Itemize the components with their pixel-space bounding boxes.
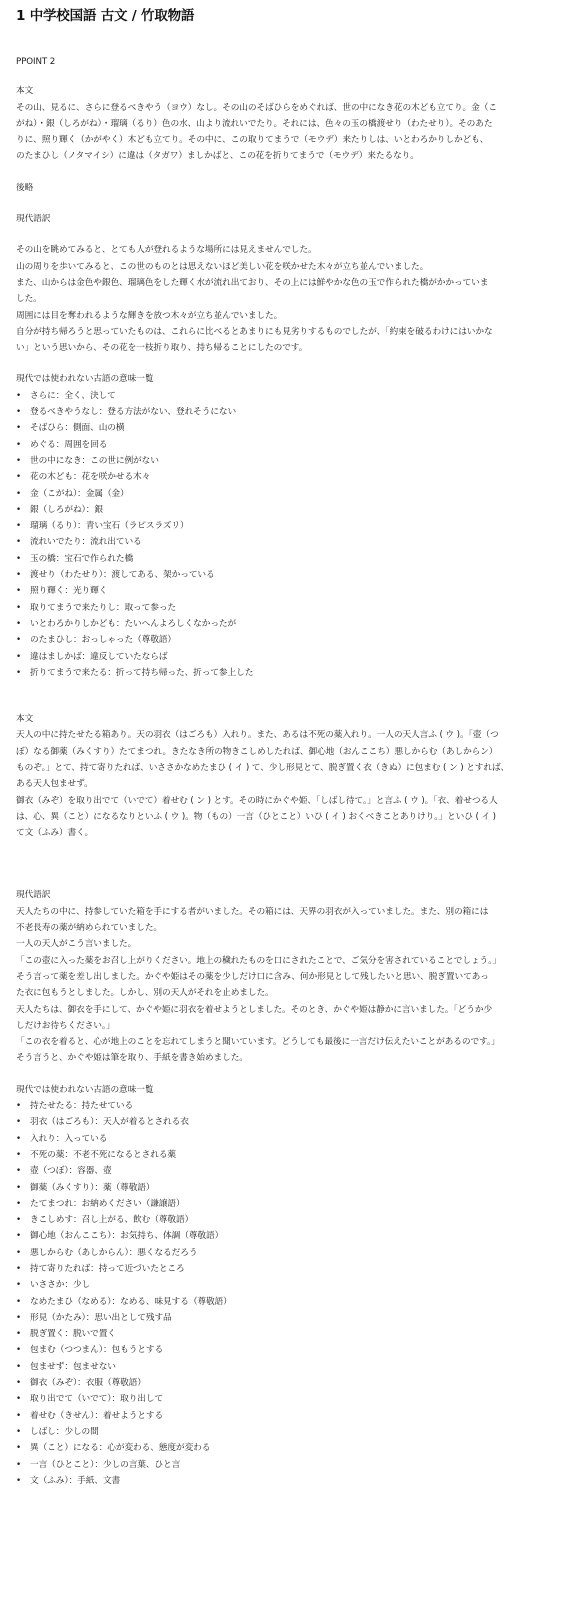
list-item: • 包ませず：包ませない <box>16 1361 116 1372</box>
honbun-text <box>16 100 557 165</box>
text-line: た衣に包もうとしました。しかし、別の天人がそれを止めました。 <box>16 988 274 999</box>
gendai-heading: 現代語訳 <box>16 890 51 901</box>
text-line: また、山からは金色や銀色、瑠璃色をした輝く水が流れ出ており、その上には鮮やかな色の玉で作られた橋がかかっていま <box>16 277 489 288</box>
list-item: • 入れり：入っている <box>16 1133 108 1144</box>
list-item: • 形見（かたみ）：思い出として残す品 <box>16 1312 172 1323</box>
list-item: • 着せむ（きせん）：着せようとする <box>16 1410 164 1421</box>
list-item: • 一言（ひとこと）：少しの言葉、ひと言 <box>16 1459 181 1470</box>
list-item: • いささか：少し <box>16 1280 91 1291</box>
list-item: • のたまひし：おっしゃった（尊敬語） <box>16 635 176 646</box>
list-item: • 登るべきやうなし：登る方法がない、登れそうにない <box>16 407 237 418</box>
text-line: しだけお待ちください。」 <box>16 1020 115 1031</box>
list-item: • 壺（つぼ）：容器、壺 <box>16 1166 112 1177</box>
list-item: • きこしめす：召し上がる、飲む（尊敬語） <box>16 1215 194 1226</box>
text-line: そう言うと、かぐや姫は筆を取り、手紙を書き始めました。 <box>16 1053 248 1064</box>
text-line: そう言って薬を差し出しました。かぐや姫はその薬を少しだけ口に含み、何か形見として残したいと思い、脱ぎ置いてあっ <box>16 971 489 982</box>
list-item: • 照り輝く：光り輝く <box>16 586 108 597</box>
text-line: ある天人包ませず。 <box>16 779 93 790</box>
honbun-text <box>16 727 557 841</box>
list-item: • 異（こと）になる：心が変わる、態度が変わる <box>16 1443 211 1454</box>
text-line: 山の周りを歩いてみると、この世のものとは思えないほど美しい花を咲かせた木々が立ち並んでいました。 <box>16 261 429 272</box>
list-item: • そばひら：側面、山の横 <box>16 423 125 434</box>
text-line: した。 <box>16 294 42 305</box>
text-line: その山、見るに、さらに登るべきやう（ヨウ）なし。その山のそばひらをめぐれば、世の中になき花の木ども立てり。金（こ <box>16 102 497 113</box>
list-item: • 悪しからむ（あしからん）：悪くなるだろう <box>16 1247 198 1258</box>
list-item: • 花の木ども：花を咲かせる木々 <box>16 472 151 483</box>
list-item: • 渡せり（わたせり）：渡してある、架かっている <box>16 570 215 581</box>
text-line: 御衣（みぞ）を取り出でて（いでて）着せむ ( ン ) とす。その時にかぐや姫、「しばし待て。」と言ふ ( ウ )。「衣、着せつる人 <box>16 795 498 806</box>
vocab-list <box>16 388 557 681</box>
text-line: 不老長寿の薬が納められていました。 <box>16 923 162 934</box>
list-item: • さらに：全く、決して <box>16 390 116 401</box>
list-item: • 違はましかば：違反していたならば <box>16 651 168 662</box>
list-item: • 持て寄りたれば：持って近づいたところ <box>16 1264 185 1274</box>
list-item: • 流れいでたり：流れ出ている <box>16 537 142 548</box>
text-line: て文（ふみ）書く。 <box>16 828 94 839</box>
list-item: • 瑠璃（るり）：青い宝石（ラピスラズリ） <box>16 521 189 532</box>
text-line: ぼ）なる御薬（みくすり）たてまつれ。きたなき所の物きこしめしたれば、御心地（おんここち）悪しからむ（あしからン） <box>16 746 498 757</box>
vocab-heading: 現代では使われない古語の意味一覧 <box>16 374 154 385</box>
vocab-list <box>16 1098 557 1489</box>
text-line: ものぞ。」とて、持て寄りたれば、いささかなめたまひ ( イ ) て、少し形見とて、脱ぎ置く衣（きぬ）に包まむ ( ン ) とすれば、 <box>16 762 510 773</box>
text-line: は、心、異（こと）になるなりといふ ( ウ )。物（もの）一言（ひとこと）いひ ( イ ) おくべきことありけり。」といひ ( イ ) <box>16 811 496 822</box>
text-line: りに、照り輝く（かがやく）木ども立てり。その中に、この取りてまうで（モウデ）来たりしは、いとわろかりしかども、 <box>16 135 489 146</box>
list-item: • 不死の薬：不老不死になるとされる薬 <box>16 1149 176 1160</box>
list-item: • いとわろかりしかども：たいへんよろしくなかったが <box>16 618 237 629</box>
list-item: • 包まむ（つつまん）：包もうとする <box>16 1345 164 1356</box>
list-item: • しばし：少しの間 <box>16 1426 99 1437</box>
list-item: • めぐる：周囲を回る <box>16 439 108 450</box>
text-line: 「この衣を着ると、心が地上のことを忘れてしまうと聞いています。どうしても最後に一言だけ伝えたいことがあるのです。」 <box>16 1037 500 1048</box>
list-item: • 御心地（おんここち）：お気持ち、体調（尊敬語） <box>16 1231 224 1242</box>
text-line: 自分が持ち帰ろうと思っていたものは、これらに比べるとあまりにも見劣りするものでしたが、「約束を破るわけにはいかな <box>16 326 493 337</box>
text-line: い」という思いから、その花を一枝折り取り、持ち帰ることにしたのです。 <box>16 343 308 354</box>
list-item: • 銀（しろがね）：銀 <box>16 504 103 515</box>
point-label: PPOINT 2 <box>16 57 56 67</box>
list-item: • 御薬（みくすり）：薬（尊敬語） <box>16 1182 155 1193</box>
list-item: • 羽衣（はごろも）：天人が着るとされる衣 <box>16 1117 189 1128</box>
list-item: • 脱ぎ置く：脱いで置く <box>16 1329 116 1340</box>
list-item: • なめたまひ（なめる）：なめる、味見する（尊敬語） <box>16 1296 232 1307</box>
kouryaku-note: 後略 <box>16 182 34 193</box>
list-item: • たてまつれ：お納めください（謙譲語） <box>16 1198 185 1209</box>
gendai-text <box>16 904 557 1067</box>
list-item: • 取りてまうで来たりし：取って参った <box>16 602 176 613</box>
text-line: 天人たちは、御衣を手にして、かぐや姫に羽衣を着せようとしました。そのとき、かぐや姫は静かに言いました。「どうか少 <box>16 1004 493 1015</box>
text-line: 周囲には目を奪われるような輝きを放つ木々が立ち並んでいました。 <box>16 310 283 321</box>
honbun-heading: 本文 <box>16 86 34 97</box>
list-item: • 世の中になき：この世に例がない <box>16 455 159 466</box>
list-item: • 金（こがね）：金属（金） <box>16 488 129 499</box>
list-item: • 折りてまうで来たる：折って持ち帰った、折って参上した <box>16 667 254 678</box>
text-line: その山を眺めてみると、とても人が登れるような場所には見えませんでした。 <box>16 245 317 256</box>
list-item: • 持たせたる：持たせている <box>16 1101 134 1112</box>
vocab-heading: 現代では使われない古語の意味一覧 <box>16 1084 154 1095</box>
page-title: 1 中学校国語 古文 / 竹取物語 <box>16 8 195 24</box>
list-item: • 玉の橋：宝石で作られた橋 <box>16 553 134 564</box>
gendai-heading: 現代語訳 <box>16 214 51 225</box>
text-line: がね）・銀（しろがね）・瑠璃（るり）色の水、山より流れいでたり。それには、色々の玉の橋渡せり（わたせり）。そのあた <box>16 118 493 129</box>
text-line: のたまひし（ノタマイシ）に違は（タガワ）ましかばと、この花を折りてまうで（モウデ）来たるなり。 <box>16 151 419 162</box>
list-item: • 御衣（みぞ）：衣服（尊敬語） <box>16 1378 146 1389</box>
text-line: 「この壺に入った薬をお召し上がりください。地上の穢れたものを口にされたことで、ご気分を害されていることでしょう。」 <box>16 955 501 966</box>
list-item: • 取り出でて（いでて）：取り出して <box>16 1394 164 1405</box>
text-line: 一人の天人がこう言いました。 <box>16 939 137 950</box>
text-line: 天人たちの中に、持参していた箱を手にする者がいました。その箱には、天界の羽衣が入っていました。また、別の箱には <box>16 906 489 917</box>
gendai-text <box>16 242 557 356</box>
text-line: 天人の中に持たせたる箱あり。天の羽衣（はごろも）入れり。また、あるは不死の薬入れり。一人の天人言ふ ( ウ )。「壺（つ <box>16 730 499 741</box>
list-item: • 文（ふみ）：手紙、文書 <box>16 1475 121 1486</box>
honbun-heading: 本文 <box>16 714 34 725</box>
